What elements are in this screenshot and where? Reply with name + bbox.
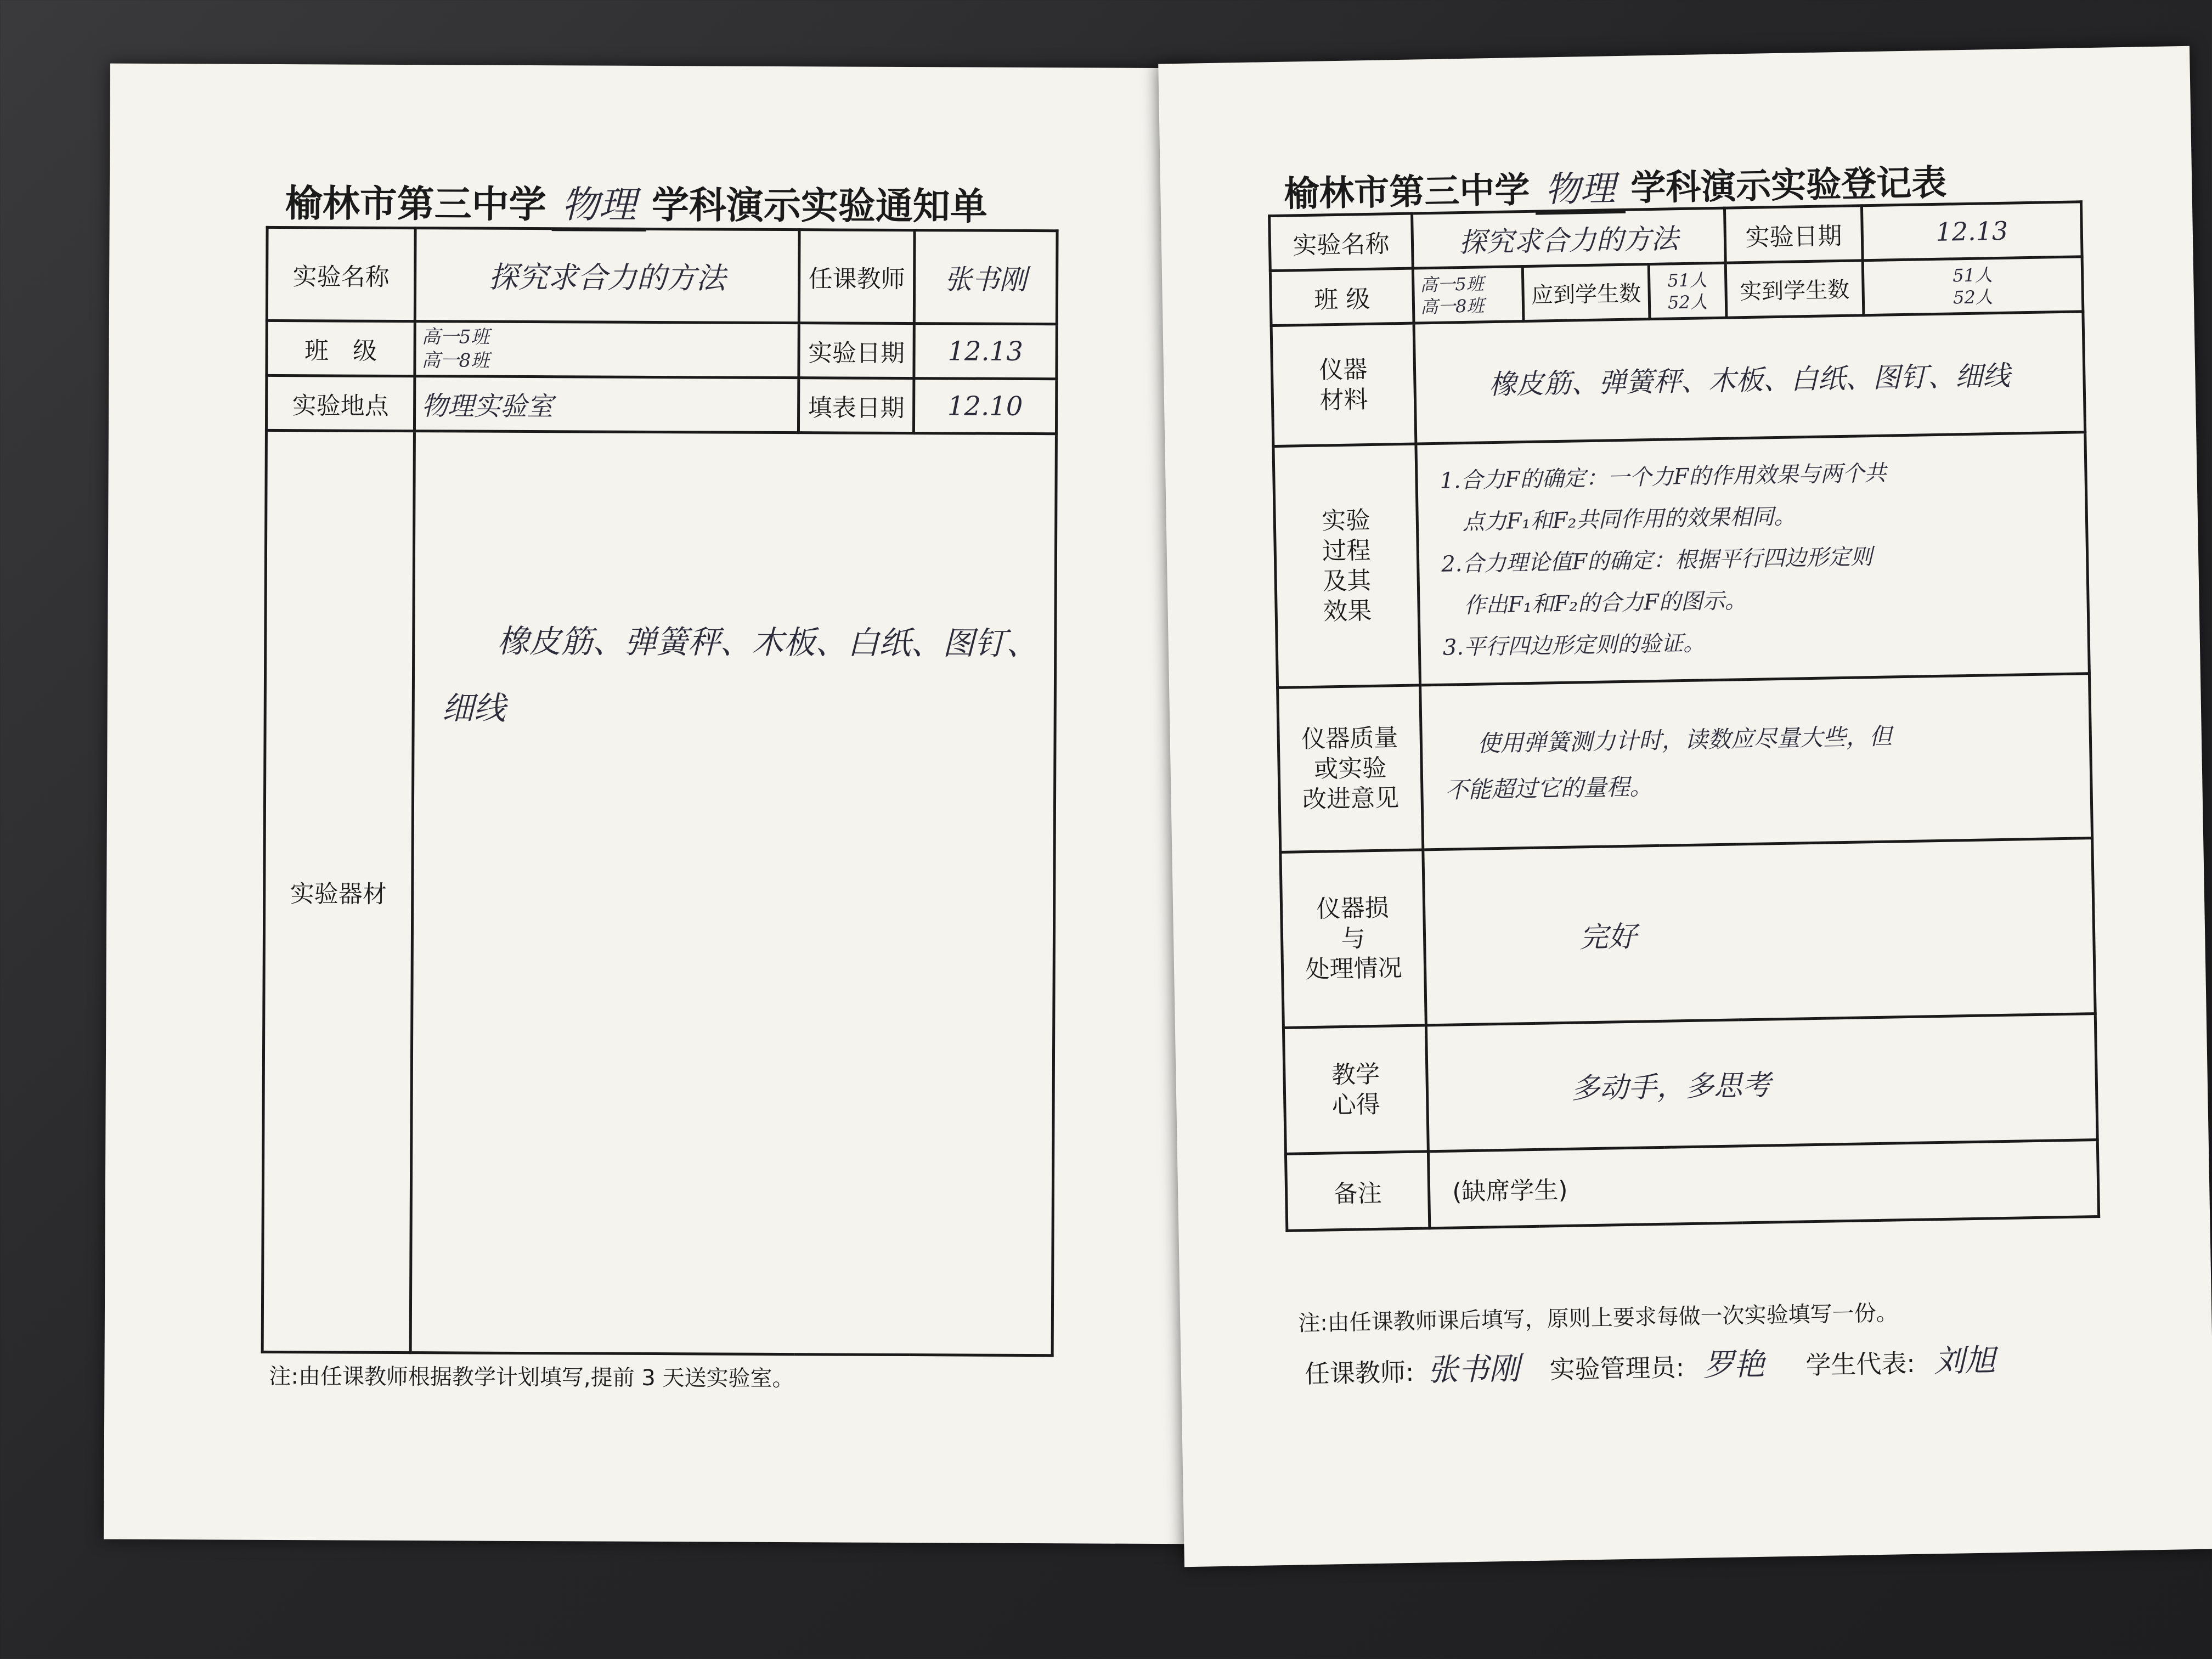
teacher-text: 张书刚 bbox=[944, 263, 1027, 296]
process-value bbox=[1416, 432, 2090, 685]
equipment-label: 实验器材 bbox=[262, 430, 414, 1352]
sig-student-value: 刘旭 bbox=[1933, 1342, 1996, 1380]
expected-students-1: 51人 bbox=[1667, 269, 1708, 291]
damage-text: 完好 bbox=[1579, 920, 1637, 955]
record-experiment-name-value bbox=[1412, 208, 1726, 268]
expected-students-2: 52人 bbox=[1667, 291, 1708, 313]
equipment-value bbox=[410, 431, 1056, 1356]
quality-line-1: 使用弹簧测力计时，读数应尽量大些，但 bbox=[1477, 722, 1893, 757]
record-class-value-2: 高一8班 bbox=[1420, 295, 1485, 317]
remark-value: (缺席学生) bbox=[1428, 1140, 2098, 1228]
actual-students-2: 52人 bbox=[1953, 286, 1994, 308]
equipment-label-2: 材料 bbox=[1319, 385, 1368, 415]
quality-label-3: 改进意见 bbox=[1302, 784, 1400, 814]
process-line-1: 1.合力F的确定：一个力F的作用效果与两个共 bbox=[1440, 460, 1887, 494]
reflection-label-2: 心得 bbox=[1331, 1090, 1381, 1119]
record-title-prefix: 榆林市第三中学 bbox=[1283, 170, 1530, 215]
record-footer-note: 注:由任课教师课后填写，原则上要求每做一次实验填写一份。 bbox=[1297, 1300, 1899, 1336]
record-date-label: 实验日期 bbox=[1725, 206, 1863, 263]
process-label-3: 及其 bbox=[1322, 566, 1372, 596]
experiment-date-text: 12.13 bbox=[947, 335, 1023, 367]
record-title-suffix: 学科演示实验登记表 bbox=[1630, 162, 1947, 209]
fill-date-text: 12.10 bbox=[947, 390, 1023, 422]
quality-value bbox=[1420, 674, 2092, 850]
quality-label-1: 仪器质量 bbox=[1301, 724, 1398, 754]
damage-label bbox=[1280, 850, 1426, 1028]
notice-sheet bbox=[104, 64, 1202, 1544]
signature-row bbox=[1304, 1336, 1996, 1392]
actual-students-label: 实到学生数 bbox=[1725, 261, 1864, 318]
reflection-label-1: 教学 bbox=[1331, 1060, 1380, 1089]
quality-label bbox=[1278, 685, 1423, 852]
record-date-text: 12.13 bbox=[1935, 216, 2008, 247]
remark-label: 备注 bbox=[1285, 1152, 1429, 1231]
sig-teacher-label: 任课教师: bbox=[1304, 1357, 1414, 1389]
location-value bbox=[414, 376, 798, 433]
fill-date-label: 填表日期 bbox=[798, 378, 913, 433]
notice-title-prefix: 榆林市第三中学 bbox=[285, 182, 546, 227]
class-label: 班 级 bbox=[267, 320, 415, 376]
sig-admin-value: 罗艳 bbox=[1703, 1346, 1765, 1384]
damage-label-2: 与 bbox=[1341, 924, 1366, 953]
experiment-name-value bbox=[415, 228, 799, 323]
quality-label-2: 或实验 bbox=[1313, 754, 1387, 783]
process-line-5: 3.平行四边形定则的验证。 bbox=[1442, 630, 1706, 661]
equipment-line-1: 橡皮筋、弹簧秤、木板、白纸、图钉、 bbox=[497, 622, 1039, 663]
sig-student-label: 学生代表: bbox=[1805, 1348, 1916, 1380]
record-title-subject: 物理 bbox=[1534, 160, 1626, 215]
process-label-4: 效果 bbox=[1323, 596, 1372, 626]
process-label bbox=[1273, 444, 1420, 687]
process-line-3: 2.合力理论值F的确定：根据平行四边形定则 bbox=[1441, 544, 1873, 577]
experiment-date-label: 实验日期 bbox=[799, 323, 914, 379]
process-label-2: 过程 bbox=[1322, 536, 1371, 566]
damage-label-3: 处理情况 bbox=[1305, 954, 1403, 984]
experiment-name-text: 探究求合力的方法 bbox=[488, 259, 726, 296]
teacher-label: 任课教师 bbox=[799, 230, 915, 324]
damage-label-1: 仪器损 bbox=[1316, 894, 1390, 923]
record-table bbox=[1268, 200, 2100, 1232]
notice-footer-note: 注:由任课教师根据教学计划填写,提前 3 天送实验室。 bbox=[269, 1363, 794, 1392]
actual-students-value bbox=[1863, 257, 2083, 315]
damage-value bbox=[1423, 838, 2095, 1025]
equipment-materials-value bbox=[1414, 312, 2085, 444]
actual-students-1: 51人 bbox=[1953, 264, 1993, 286]
record-sheet bbox=[1158, 46, 2212, 1567]
equipment-label-1: 仪器 bbox=[1319, 355, 1368, 385]
experiment-name-label: 实验名称 bbox=[267, 227, 415, 321]
record-class-value bbox=[1413, 267, 1523, 323]
notice-title bbox=[285, 174, 988, 233]
equipment-materials-text: 橡皮筋、弹簧秤、木板、白纸、图钉、细线 bbox=[1488, 359, 2011, 400]
process-line-2: 点力F₁和F₂共同作用的效果相同。 bbox=[1462, 503, 1796, 535]
teacher-value bbox=[914, 230, 1057, 324]
quality-line-2: 不能超过它的量程。 bbox=[1444, 772, 1653, 804]
expected-students-label: 应到学生数 bbox=[1522, 264, 1650, 321]
reflection-value bbox=[1426, 1014, 2097, 1152]
record-class-label: 班 级 bbox=[1270, 268, 1414, 326]
reflection-label bbox=[1283, 1025, 1428, 1154]
class-value-2: 高一8班 bbox=[421, 349, 490, 372]
equipment-materials-label bbox=[1271, 323, 1416, 447]
record-experiment-name-text: 探究求合力的方法 bbox=[1458, 222, 1679, 258]
location-text: 物理实验室 bbox=[421, 391, 554, 422]
location-label: 实验地点 bbox=[266, 375, 414, 431]
record-experiment-name-label: 实验名称 bbox=[1269, 213, 1413, 271]
notice-table bbox=[261, 226, 1059, 1357]
record-class-value-1: 高一5班 bbox=[1419, 273, 1485, 295]
sig-admin-label: 实验管理员: bbox=[1549, 1352, 1685, 1385]
equipment-line-2: 细线 bbox=[442, 689, 506, 727]
notice-title-suffix: 学科演示实验通知单 bbox=[651, 183, 988, 229]
process-label-1: 实验 bbox=[1321, 506, 1370, 535]
reflection-text: 多动手，多思考 bbox=[1571, 1069, 1771, 1105]
notice-title-subject: 物理 bbox=[552, 175, 646, 232]
process-line-4: 作出F₁和F₂的合力F的图示。 bbox=[1464, 588, 1747, 618]
record-date-value bbox=[1861, 202, 2082, 261]
sig-teacher-value: 张书刚 bbox=[1427, 1351, 1520, 1389]
class-value-1: 高一5班 bbox=[421, 326, 490, 348]
class-value bbox=[415, 321, 799, 378]
experiment-date-value bbox=[914, 324, 1057, 379]
expected-students-value bbox=[1649, 263, 1726, 319]
fill-date-value bbox=[913, 379, 1056, 434]
